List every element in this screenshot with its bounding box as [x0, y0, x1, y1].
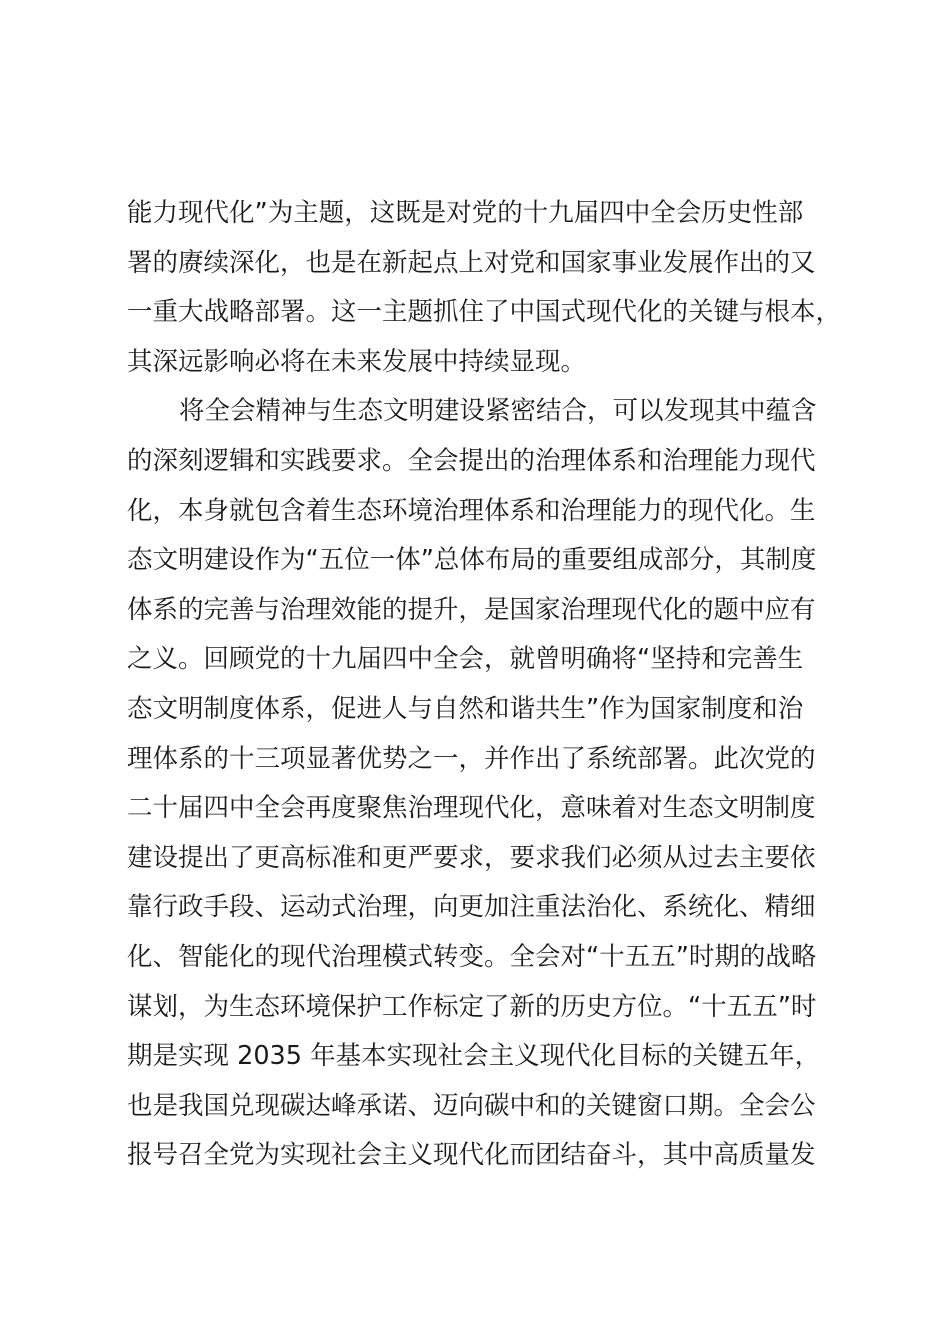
text-line: 能力现代化”为主题，这既是对党的十九届四中全会历史性部	[127, 198, 804, 228]
text-line: 报号召全党为实现社会主义现代化而团结奋斗，其中高质量发	[127, 1140, 816, 1171]
text-line: 态文明建设作为“五位一体”总体布局的重要组成部分，其制度	[127, 545, 817, 576]
text-line: 一重大战略部署。这一主题抓住了中国式现代化的关键与根本，	[127, 297, 842, 328]
body-text	[127, 189, 847, 1181]
text-line: 理体系的十三项显著优势之一，并作出了系统部署。此次党的	[127, 743, 816, 774]
text-line: 建设提出了更高标准和更严要求，要求我们必须从过去主要依	[127, 842, 816, 873]
text-line: 署的赓续深化，也是在新起点上对党和国家事业发展作出的又	[127, 247, 816, 278]
text-line: 也是我国兑现碳达峰承诺、迈向碳中和的关键窗口期。全会公	[127, 1090, 816, 1121]
text-line: 态文明制度体系，促进人与自然和谐共生”作为国家制度和治	[127, 693, 804, 724]
text-line: 靠行政手段、运动式治理，向更加注重法治化、系统化、精细	[127, 892, 816, 923]
text-line: 化、智能化的现代治理模式转变。全会对“十五五”时期的战略	[127, 941, 817, 972]
text-line: 之义。回顾党的十九届四中全会，就曾明确将“坚持和完善生	[127, 644, 804, 675]
text-line: 二十届四中全会再度聚焦治理现代化，意味着对生态文明制度	[127, 793, 816, 824]
paragraph-1	[127, 189, 847, 387]
text-line: 谋划，为生态环境保护工作标定了新的历史方位。“十五五”时	[127, 991, 817, 1022]
text-line: 体系的完善与治理效能的提升，是国家治理现代化的题中应有	[127, 594, 816, 625]
text-line: 其深远影响必将在未来发展中持续显现。	[127, 346, 587, 377]
text-line: 化，本身就包含着生态环境治理体系和治理能力的现代化。生	[127, 495, 816, 526]
text-line: 的深刻逻辑和实践要求。全会提出的治理体系和治理能力现代	[127, 445, 816, 476]
text-line: 期是实现 2035 年基本实现社会主义现代化目标的关键五年，	[127, 1041, 821, 1072]
text-line: 将全会精神与生态文明建设紧密结合，可以发现其中蕴含	[179, 396, 817, 427]
paragraph-2	[127, 387, 847, 1181]
